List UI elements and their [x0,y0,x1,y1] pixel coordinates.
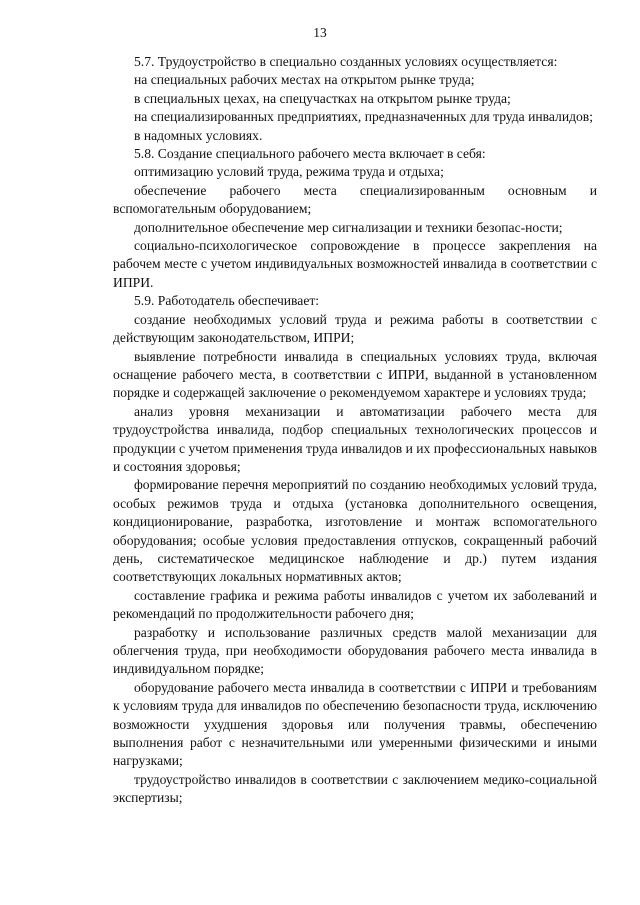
list-item-equipment: обеспечение рабочего места специализированным основным и вспомогательным оборудованием; [113,182,597,217]
list-item-measures-list: формирование перечня мероприятий по созданию необходимых условий труда, особых режимов труда и отдыха (установка дополнительного освещения, кондиционирование, разработка, изготовление и монтаж вспомогательного оборудования; особые условия предоставления отпусков, сокращенный рабочий день, систематическое медицинское наблюдение и др.) путем издания соответствующих локальных нормативных актов; [113,477,597,585]
list-item-open-market: на специальных рабочих местах на открытом рынке труда; [134,72,475,88]
list-item-home-based: в надомных условиях. [134,127,263,143]
list-item-signaling: дополнительное обеспечение мер сигнализации и техники безопас-ности; [134,219,563,235]
list-item-employment-expertise: трудоустройство инвалидов в соответствии с заключением медико-социальной экспертизы; [113,771,597,806]
list-item-social-support: социально-психологическое сопровождение в процессе закрепления на рабочем месте с учетом индивидуальных возможностей инвалида в соответствии с ИПРИ. [113,238,597,290]
list-item-mechanization-analysis: анализ уровня механизации и автоматизации рабочего места для трудоустройства инвалида, подбор специальных технологических процессов и продукции с учетом применения труда инвалидов и их профессиональных навыков и состояния здоровья; [113,403,597,474]
page-number: 13 [313,25,327,40]
list-item-special-workshops: в специальных цехах, на спецучастках на открытом рынке труда; [134,90,511,106]
paragraph-5-7: 5.7. Трудоустройство в специально созданных условиях осуществляется: [134,54,558,69]
document-body [113,53,597,808]
list-item-workplace-equipment: оборудование рабочего места инвалида в соответствии с ИПРИ и требованиям к условиям труда для инвалидов по обеспечению безопасности труда, исключению возможности ухудшения здоровья или получения травмы, обеспечению выполнения работ с незначительными или умеренными физическими и иными нагрузками; [113,679,597,769]
paragraph-5-9: 5.9. Работодатель обеспечивает: [134,293,320,309]
list-item-needs-identification: выявление потребности инвалида в специальных условиях труда, включая оснащение рабочего места, в соответствии с ИПРИ, выданной в установленном порядке и содержащей заключение о рекомендуемом характере и условиях труда; [113,348,597,401]
list-item-schedule: составление графика и режима работы инвалидов с учетом их заболеваний и рекомендаций по продолжительности рабочего дня; [113,587,597,622]
list-item-specialized-enterprises: на специализированных предприятиях, предназначенных для труда инвалидов; [134,109,594,125]
list-item-working-conditions: создание необходимых условий труда и режима работы в соответствии с действующим законодательством, ИПРИ; [113,311,597,346]
list-item-small-mechanization: разработку и использование различных средств малой механизации для облегчения труда, при необходимости оборудования рабочего места инвалида в индивидуальном порядке; [113,624,597,677]
paragraph-5-8: 5.8. Создание специального рабочего места включает в себя: [134,146,486,162]
list-item-optimization: оптимизацию условий труда, режима труда и отдыха; [134,164,444,180]
